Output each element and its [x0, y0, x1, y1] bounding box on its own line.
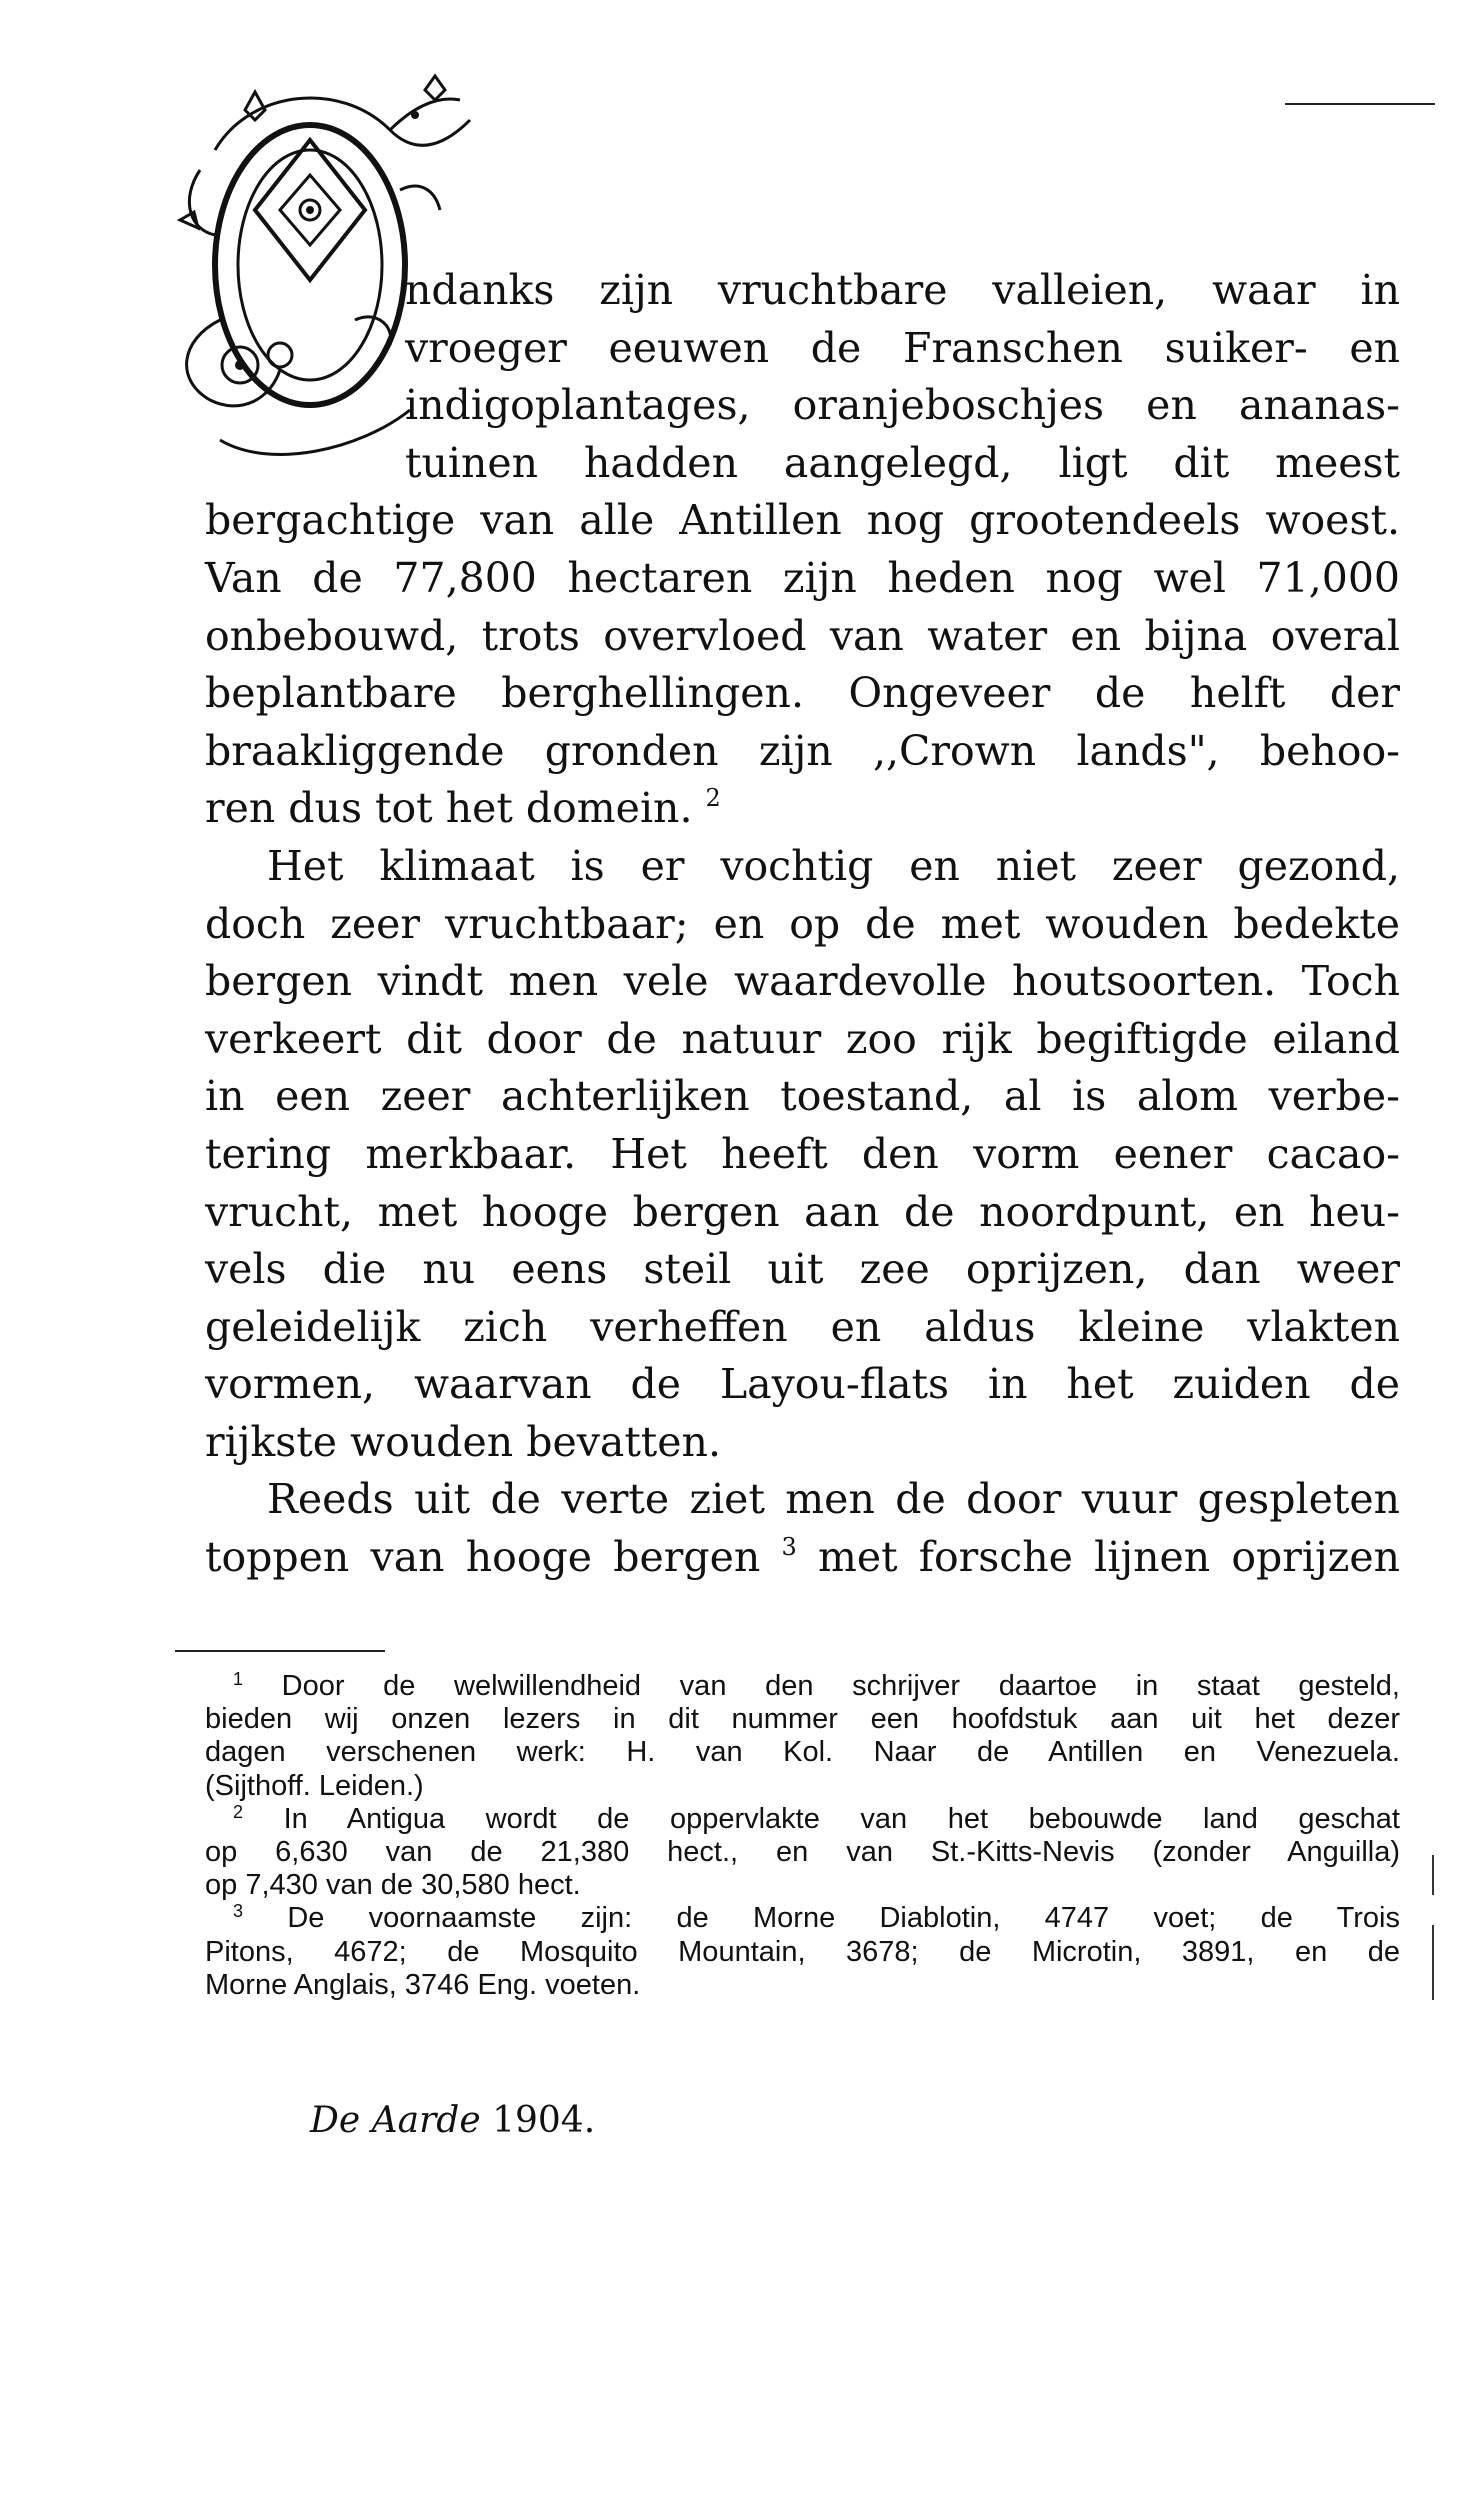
body-line: onbebouwd, trots overvloed van water en bijna overal: [205, 611, 1400, 660]
footnote-line: (Sijthoff. Leiden.): [205, 1769, 424, 1802]
footnote-marker: 1: [233, 1669, 244, 1689]
article-body: [205, 262, 1400, 1587]
source-title: De Aarde: [310, 2100, 481, 2141]
footnote-line: op 6,630 van de 21,380 hect., en van St.-Kitts-Nevis (zonder Anguilla): [205, 1835, 1400, 1868]
body-line: beplantbare berghellingen. Ongeveer de helft der: [205, 669, 1400, 718]
body-line: [205, 780, 1400, 838]
body-line-text: ren dus tot het domein.: [205, 784, 693, 833]
body-line: braakliggende gronden zijn ,,Crown lands", behoo-: [205, 726, 1400, 775]
footnote-line: bieden wij onzen lezers in dit nummer een hoofdstuk aan uit het dezer: [205, 1703, 1400, 1736]
source-year: 1904.: [492, 2100, 596, 2141]
edge-mark: [1432, 1925, 1434, 2000]
source-citation: [310, 2100, 595, 2141]
body-line: vrucht, met hooge bergen aan de noordpunt, en heu-: [205, 1187, 1400, 1236]
body-line-text: toppen van hooge bergen: [205, 1533, 761, 1582]
body-line: [205, 1529, 1400, 1587]
footnote-line: dagen verschenen werk: H. van Kol. Naar de Antillen en Venezuela.: [205, 1736, 1400, 1769]
body-line-text: met forsche lijnen oprijzen: [817, 1533, 1400, 1582]
footnotes: [205, 1670, 1400, 2002]
body-line: doch zeer vruchtbaar; en op de met wouden bedekte: [205, 899, 1400, 948]
body-line: vormen, waarvan de Layou-flats in het zuiden de: [205, 1360, 1400, 1409]
body-line: in een zeer achterlijken toestand, al is alom verbe-: [205, 1072, 1400, 1121]
footnote-line: op 7,430 van de 30,580 hect.: [205, 1869, 581, 1902]
footnote-line: [205, 1902, 1400, 1935]
body-line: geleidelijk zich verheffen en aldus kleine vlakten: [205, 1302, 1400, 1351]
body-line: Van de 77,800 hectaren zijn heden nog wel 71,000: [205, 553, 1400, 602]
body-line: ndanks zijn vruchtbare valleien, waar in: [405, 266, 1400, 314]
footnote-line: Morne Anglais, 3746 Eng. voeten.: [205, 1968, 641, 2001]
footnote-text: De voornaamste zijn: de Morne Diablotin, 4747 voet; de Trois: [287, 1902, 1401, 1935]
footnote-marker: 2: [233, 1801, 244, 1822]
body-line: bergen vindt men vele waardevolle houtsoorten. Toch: [205, 957, 1400, 1006]
footnote-line: Pitons, 4672; de Mosquito Mountain, 3678; de Microtin, 3891, en de: [205, 1935, 1400, 1968]
body-line: rijkste wouden bevatten.: [205, 1417, 721, 1466]
footnote-marker: 3: [233, 1901, 244, 1922]
footnote-text: In Antigua wordt de oppervlakte van het bebouwde land geschat: [283, 1802, 1400, 1835]
body-line: vels die nu eens steil uit zee oprijzen, dan weer: [205, 1245, 1400, 1294]
body-line: tering merkbaar. Het heeft den vorm eener cacao-: [205, 1129, 1400, 1178]
footnote-ref: 2: [705, 784, 721, 813]
body-line: vroeger eeuwen de Franschen suiker- en: [405, 323, 1400, 372]
footnote-line: [205, 1670, 1400, 1703]
header-rule: [1285, 103, 1435, 105]
footnote-text: Door de welwillendheid van den schrijver daartoe in staat gesteld,: [281, 1670, 1400, 1702]
body-line: indigoplantages, oranjeboschjes en ananas-: [405, 381, 1400, 430]
body-line: Reeds uit de verte ziet men de door vuur gespleten: [267, 1475, 1400, 1524]
footnote-separator: [175, 1650, 385, 1652]
body-line: verkeert dit door de natuur zoo rijk begiftigde eiland: [205, 1014, 1400, 1063]
footnote-line: [205, 1803, 1400, 1836]
footnote-ref: 3: [781, 1533, 797, 1562]
body-line: tuinen hadden aangelegd, ligt dit meest: [405, 438, 1400, 487]
body-line: bergachtige van alle Antillen nog grootendeels woest.: [205, 496, 1400, 545]
body-line: Het klimaat is er vochtig en niet zeer gezond,: [267, 841, 1400, 890]
edge-mark: [1432, 1855, 1434, 1895]
